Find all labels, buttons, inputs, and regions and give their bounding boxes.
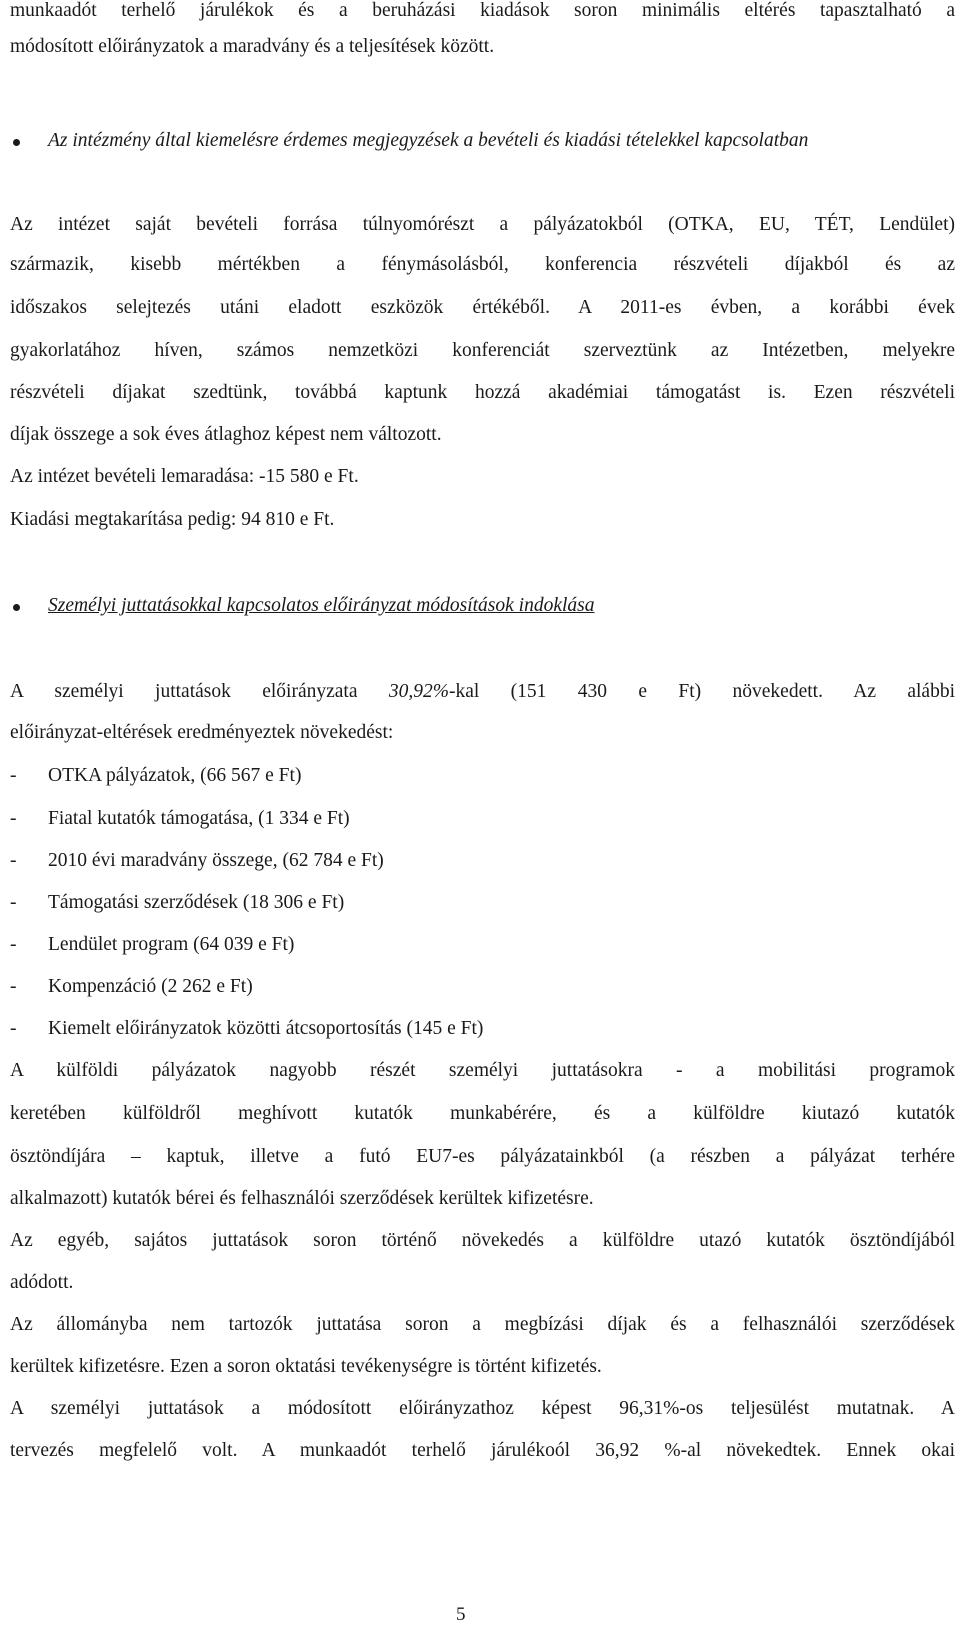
bullet-heading-text: Személyi juttatásokkal kapcsolatos előirányzat módosítások indoklása [48,595,595,616]
paragraph-line: időszakos selejtezés utáni eladott eszközök értékéből. A 2011-es évben, a korábbi évek [10,297,955,318]
paragraph-line: A külföldi pályázatok nagyobb részét személyi juttatásokra - a mobilitási programok [10,1060,955,1081]
bullet-heading-text: Az intézmény által kiemelésre érdemes megjegyzések a bevételi és kiadási tételekkel kapcsolatban [48,130,809,151]
intro-percent: 30,92% [388,681,449,702]
paragraph-line: gyakorlatához híven, számos nemzetközi konferenciát szerveztünk az Intézetben, melyekre [10,340,955,361]
bullet-icon [13,139,20,146]
paragraph-line: munkaadót terhelő járulékok és a beruházási kiadások soron minimális eltérés tapasztalható a [10,0,955,21]
paragraph-line: díjak összege a sok éves átlaghoz képest nem változott. [10,424,442,445]
document-page: munkaadót terhelő járulékok és a beruházási kiadások soron minimális eltérés tapasztalható a módosított előirányzatok a maradvány és a teljesítések között. Az intézmény által kiemelésre érdemes megjegyzések a bevételi és kiadási tételekkel kapcsolatban Az intézet saját bevételi forrása túlnyomórészt a pályázatokból (OTKA, EU, TÉT, Lendület) származik, kisebb mértékben a fénymásolásból, konferencia részvételi díjakból és az időszakos selejtezés utáni eladott eszközök értékéből. A 2011-es évben, a korábbi évek gyakorlatához híven, számos nemzetközi konferenciát szerveztünk az Intézetben, melyekre részvételi díjakat szedtünk, továbbá kaptunk hozzá akadémiai támogatást is. Ezen részvételi díjak összege a sok éves átlaghoz képest nem változott. Az intézet bevételi lemaradása: -15 580 e Ft. Kiadási megtakarítása pedig: 94 810 e Ft. Személyi juttatásokkal kapcsolatos előirányzat módosítások indoklása A személyi juttatások előirányzata 30,92%-kal (151 430 e Ft) növekedett. Az alábbi előirányzat-eltérések eredményeztek növekedést: - OTKA pályázatok, (66 567 e Ft) - Fiatal kutatók támogatása, (1 334 e Ft) - 2010 évi maradvány összege, (62 784 e Ft) - Támogatási szerződések (18 306 e Ft) - Lendület program (64 039 e Ft) - Kompenzáció (2 262 e Ft) - Kiemelt előirányzatok közötti átcsoportosítás (145 e Ft) A külföldi pályázatok nagyobb részét személyi juttatásokra - a mobilitási programok keretében külföldről meghívott kutatók munkabérére, és a külföldre kiutazó kutatók ösztöndíjára – kaptuk, illetve a futó EU7-es pályázatainkból (a részben a pályázat terhére alkalmazott) kutatók bérei és felhasználói szerződések kerültek kifizetésre. Az egyéb, sajátos juttatások soron történő növekedés a külföldre utazó kutatók ösztöndíjából adódott. Az állományba nem tartozók juttatása soron a megbízási díjak és a felhasználói szerződések kerültek kifizetésre. Ezen a soron oktatási tevékenységre is történt kifizetés. A személyi juttatások a módosított előirányzathoz képest 96,31%-os teljesülést mutatnak. A tervezés megfelelő volt. A munkaadót terhelő járulékoól 36,92 %-al növekedtek. Ennek okai 5 [10,0,955,1625]
paragraph-line: A személyi juttatások a módosított előirányzathoz képest 96,31%-os teljesülést mutatnak. A [10,1398,955,1419]
paragraph-line: részvételi díjakat szedtünk, továbbá kaptunk hozzá akadémiai támogatást is. Ezen részvételi [10,382,955,403]
paragraph-line [10,681,955,703]
intro-text: A személyi juttatások előirányzata [10,681,389,702]
paragraph-line: előirányzat-eltérések eredményeztek növekedést: [10,722,394,743]
paragraph-line: származik, kisebb mértékben a fénymásolásból, konferencia részvételi díjakból és az [10,254,955,275]
paragraph-line: Az egyéb, sajátos juttatások soron történő növekedés a külföldre utazó kutatók ösztöndíjából [10,1230,955,1251]
paragraph-line: Az állományba nem tartozók juttatása soron a megbízási díjak és a felhasználói szerződések [10,1314,955,1335]
paragraph-line: adódott. [10,1272,74,1293]
bullet-icon [13,604,20,611]
paragraph-line: tervezés megfelelő volt. A munkaadót terhelő járulékoól 36,92 %-al növekedtek. Ennek okai [10,1440,955,1461]
paragraph-line: keretében külföldről meghívott kutatók munkabérére, és a külföldre kiutazó kutatók [10,1103,955,1124]
page-number: 5 [456,1604,466,1625]
paragraph-line: ösztöndíjára – kaptuk, illetve a futó EU7-es pályázatainkból (a részben a pályázat terhére [10,1146,955,1167]
intro-text-end: -kal (151 430 e Ft) növekedett. Az alábbi [448,681,955,702]
paragraph-line: alkalmazott) kutatók bérei és felhasználói szerződések kerültek kifizetésre. [10,1188,594,1209]
paragraph-line: módosított előirányzatok a maradvány és a teljesítések között. [10,36,495,57]
paragraph-line: kerültek kifizetésre. Ezen a soron oktatási tevékenységre is történt kifizetés. [10,1356,602,1377]
income-shortfall-line: Az intézet bevételi lemaradása: -15 580 e Ft. [10,466,359,487]
paragraph-line: Az intézet saját bevételi forrása túlnyomórészt a pályázatokból (OTKA, EU, TÉT, Lendület) [10,214,955,235]
expense-savings-line: Kiadási megtakarítása pedig: 94 810 e Ft. [10,509,335,530]
